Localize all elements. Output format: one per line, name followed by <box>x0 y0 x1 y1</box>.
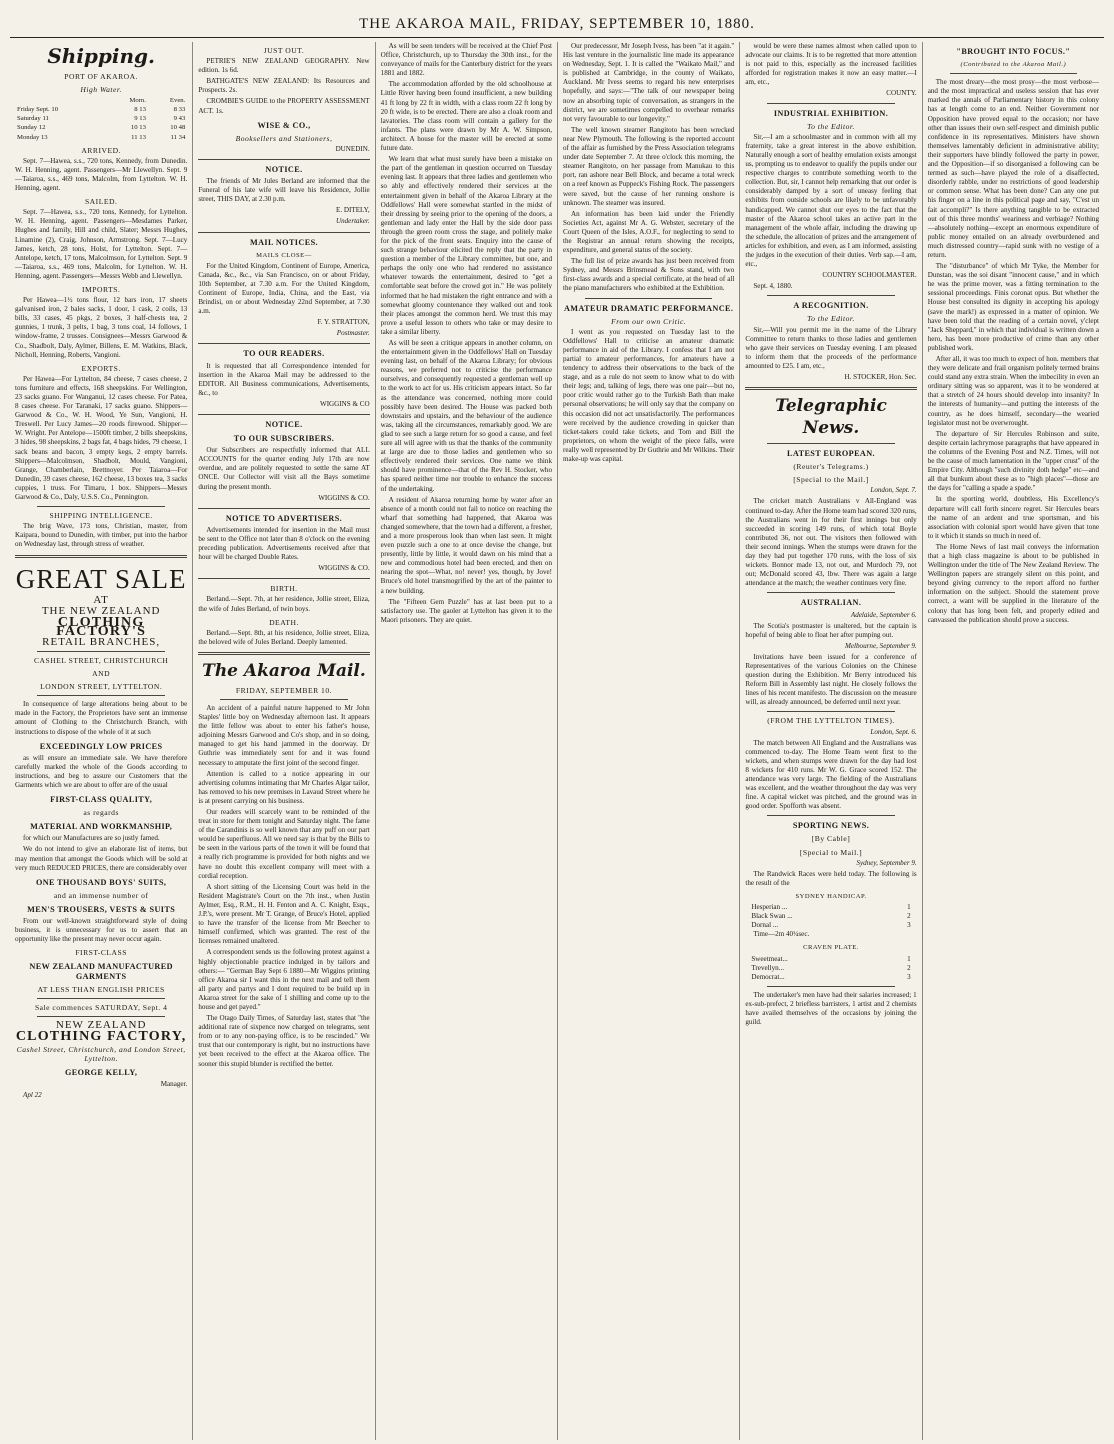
tides-row <box>15 114 187 123</box>
column-3 <box>375 42 557 1440</box>
latest-european-text: The cricket match Australians v All-England was continued to-day. After the Home team had scored 320 runs, the Australians went in for their first innings but only succeeded in scoring 149 runs, of which total Boyle contributed 36, not out. The visitors then followed with their second innings. When the stumps were drawn for the day they had put together 170 runs, with the loss of six wickets. Bonnor made 13, not out, and Murdoch 79, not out; McDonald scored 43, lbw. There was again a large attendance at the match; the weather continues very fine. <box>745 497 917 588</box>
ad-body-3: for which our Manufactures are so justly famed. <box>23 834 160 843</box>
column-1 <box>10 42 192 1440</box>
ad-clothing-factory: CLOTHING FACTORY'S <box>56 614 147 639</box>
news-paragraph: The Home News of last mail conveys the information that a high class magazine is about to be published in Wellington under the title of The New Zealand Review. The Wellington papers are strangely silent on this point, and beyond giving currency to the report afford no further information on the subject. Should the statement prove correct, a want will be supplied in the literature of the colony that has long been felt, and properly edited and canvassed the publication should prove a success. <box>927 542 1100 624</box>
lyttelton-text: The match between All England and the Australians was commenced to-day. The Home Team went first to the wickets, and when stumps were drawn for the day had lost 8 wickets for 410 runs. Mr W. G. Grace scored 152. The attendance was very large. The fielding of the Australians was excellent, and the weather throughout the day was very fine. A capital wicket was pitched, and the ground was in good order. Spofforth was absent. <box>745 738 917 811</box>
news-paragraph: A correspondent sends us the following protest against a highly objectionable practice indulged in by tailors and others:— "German Bay Sept 6 1880—Mr Wiggins printing office Akaroa sir I want this in the next mail and tell them all party and partys and I dont required to be build up in Akaroa street for the sake of 1 shilling and come up to the house and get payed." <box>198 948 370 1011</box>
ad-material: MATERIAL AND WORKMANSHIP, <box>30 822 173 832</box>
tides-cell: 9 43 <box>173 115 186 123</box>
tides-cell: 11 13 <box>131 133 146 141</box>
funeral-notice-text: The friends of Mr Jules Berland are informed that the Funeral of his late wife will leave his Residence, Jollie street, THIS DAY, at 2.30 p.m. <box>198 177 370 204</box>
news-paragraph: The accommodation afforded by the old schoolhouse at Little River having been found insufficient, a new building 41 ft long by 22 ft in width, with a class room 22 ft long by 20 ft wide, is to be erected. There are also a cloak room and lavatories. The class room will contain a gallery for the infants. The plans were drawn by Mr A. W. Simpson, architect. A house for the master will be erected at some future date. <box>380 80 552 153</box>
port-heading: PORT OF AKAROA. <box>64 72 139 81</box>
latest-european-heading: LATEST EUROPEAN. <box>787 449 876 459</box>
letter-signature: COUNTY. <box>886 89 917 98</box>
tides-header-row <box>15 96 187 105</box>
readers-signature: WIGGINS & CO <box>320 399 370 408</box>
recognition-text: Sir,—Will you permit me in the name of the Library Committee to return thanks to those ladies and gentlemen who gave their services on Tuesday evening. I am pleased to inform them that the proceeds of the performance amounted to £25. I am, etc., <box>745 325 917 370</box>
death-text: Berland.—Sept. 8th, at his residence, Jollie street, Eliza, the beloved wife of Jules Berland. Deeply lamented. <box>198 628 370 646</box>
news-paragraph: An accident of a painful nature happened to Mr John Staples' little boy on Wednesday afternoon last. It appears the little fellow was about to enter his father's house, adjoining Messrs Garwood and Co's shop, and in so doing, managed to get his hand jammed in the doorway. Dr Guthrie was immediately sent for and it was found necessary to amputate the first joint of the second finger. <box>198 703 370 767</box>
race-result <box>745 955 916 964</box>
sailed-heading: SAILED. <box>84 197 118 207</box>
australian-heading: AUSTRALIAN. <box>800 598 862 608</box>
ad-retail-branches: RETAIL BRANCHES, <box>42 635 161 648</box>
mail-notices-text: For the United Kingdom, Continent of Europe, America, Canada, &c., &c., via San Francisco, on or about Friday, 10th September, at 7.30 a.m. For the United Kingdom, Continent of Europe, India, China, and the East, via Brindisi, on or about Wednesday 22nd September, at 7.30 a.m. <box>198 261 370 316</box>
tides-cell: 8 33 <box>173 106 186 114</box>
column-4 <box>557 42 739 1440</box>
exports-text: Per Hawea—For Lyttelton, 84 cheese, 7 cases cheese, 2 tons furniture and effects, 168 sheepskins. For Wellington, 23 sacks guano. For Wanganui, 12 cases cheese. For Patea, 8 cases cheese. For Taranaki, 17 sacks guano. Shippers—Garwood & Co., W. H. Wood, Ye Sun, Vangioni, H. Treswell. Per Lucy James—20 roods firewood. Shipper—W. Wright. Per Antelope—1500ft timber, 2 bills sheepskins, 3 hides, 98 sheepskins, 2 bags fat, 4 bags hides, 79 cheese, 1 sack beans and bacon, 3 empty kegs, 2 empty barrels. Shippers—Malcolmson, Shadbolt, Mould, Vangioni, Grange, Chamberlain, Brettnoyer. Per Taiaroa—For Dunedin, 39 cases cheese, 162 cheese, 13 boxes tea, 3 sacks cuppies, 1 truss. For Timaru, 1 box. Shippers—Messrs Garwood & Co., Daly, U.S.S. Co., Pennington. <box>15 374 188 502</box>
shipping-intelligence-heading: SHIPPING INTELLIGENCE. <box>49 511 153 521</box>
ad-low-prices: EXCEEDINGLY LOW PRICES <box>39 741 163 751</box>
great-sale-advert <box>15 564 187 1101</box>
race-horse: Hesperian ... <box>751 903 788 912</box>
ad-nz-manufactured: NEW ZEALAND MANUFACTURED GARMENTS <box>29 962 173 981</box>
ad-body-5: From our well-known straightforward style of doing business, it is unnecessary for us to assert that an opportunity like the present may never occur again. <box>15 917 188 944</box>
race-place: 3 <box>907 921 911 930</box>
divider <box>198 232 369 233</box>
tides-cell: 11 34 <box>170 133 186 141</box>
news-paragraph: An information has been laid under the Friendly Societies Act, against Mr A. G. Webster, secretary of the Court Queen of the Isles, A.O.F., for neglecting to send to the Registrar an annual return showing the receipts, expenditure, and general status of the society. <box>563 209 735 255</box>
tides-table <box>15 96 187 141</box>
letter-ending: would be were these names almost when called upon to advocate our claims. It is to be regretted that more attention is not paid to this, especially as the increased facilities afforded for registration makes it now an easy matter.—I am, etc., <box>745 42 917 87</box>
divider <box>37 506 165 507</box>
mail-signature-title: Postmaster. <box>336 329 370 338</box>
divider <box>767 986 894 987</box>
drama-review-byline: From our own Critic. <box>611 316 687 326</box>
divider <box>198 652 369 655</box>
great-sale-title: GREAT SALE <box>15 563 187 594</box>
race-result <box>745 921 916 930</box>
news-paragraph: The full list of prize awards has just been received from Sydney, and Messrs Brinsmead & Sons stand, with two first-class awards and a special certificate, at the head of all the piano manufacturers who exhibited at the Exhibition. <box>563 257 735 293</box>
divider <box>950 73 1077 74</box>
latest-european-special: [Special to the Mail.] <box>793 475 869 485</box>
subscribers-signature: WIGGINS & CO. <box>318 493 370 502</box>
news-paragraph: Our predecessor, Mr Joseph Ivess, has been "at it again." His last venture in the journalistic line made its appearance on Wednesday, Sept. 1. It is called the "Waikato Mail," and is published at Cambridge, in the county of Waikato, Auckland. Mr Ivess seems to regard his new enterprises hopefully, and says:—"The talk of our newspaper being now an absorbing topic of conversation, as strangers in the district, we are sometimes compelled to overhear remarks not very favourable to our longevity." <box>563 42 735 123</box>
ad-body-1: In consequence of large alterations being about to be made in the Factory, the Proprietors have sent an immense amount of Clothing to the Christchurch Branch, with instructions to dispose of the whole of it at such <box>15 700 188 736</box>
tides-row <box>15 123 187 132</box>
divider <box>767 711 894 712</box>
death-heading: DEATH. <box>269 617 299 627</box>
tides-cell: 8 13 <box>134 106 146 114</box>
ad-as-regards: as regards <box>83 808 119 818</box>
ad-immense: and an immense number of <box>53 890 149 900</box>
ad-manager-name: GEORGE KELLY, <box>64 1068 138 1078</box>
advertisers-signature: WIGGINS & CO. <box>318 564 370 573</box>
news-paragraph: Our readers will scarcely want to be reminded of the treat in store for them tonight and Saturday night. The fame of the Carandinis is so well known that any puff on our part would be superfluous. All we need say is that by the Bills to be seen in the various parts of the town it will be found that a really rich programme is provided for both nights and we have no doubt this excellent company will meet with a cordial reception. <box>198 808 370 880</box>
ad-less-than-english: AT LESS THAN ENGLISH PRICES <box>37 984 165 994</box>
mail-signature: F. Y. STRATTON, <box>317 318 370 327</box>
mails-close-label: MAILS CLOSE— <box>256 251 312 259</box>
sporting-news-special: [Special to Mail.] <box>799 847 863 857</box>
birth-heading: BIRTH. <box>270 584 298 594</box>
race-place: 2 <box>907 912 911 921</box>
news-paragraph: The Otago Daily Times, of Saturday last, states that "the additional rate of sixpence now charged on telegrams, sent from or to any non-paying office, is to be rescinded." We trust that our contemporary is right, but no instructions have yet been received to the effect at the Akaroa office. The sooner this stupid blunder is rectified the better. <box>198 1014 370 1068</box>
news-paragraph: After all, it was too much to expect of hon. members that they were delicate and frail organism politely termed brains could stand any extra strain. When the imbecility in even an ordinary sitting was so apparent, was it to be wondered at that a stretch of 24 hours should develop into insanity? In the interests of humanity—and putting the interests of the country, as he does himself, secondary—the wearied legislator must not be overwrought. <box>927 355 1100 427</box>
divider <box>767 815 894 816</box>
australian-text: The Scotia's postmaster is unaltered, but the captain is hopeful of being able to float her after pumping out. <box>745 621 917 639</box>
ad-date: Apl 22 <box>23 1091 42 1100</box>
divider <box>767 592 894 593</box>
race-place: 1 <box>907 954 911 963</box>
tides-header-cell: Even. <box>169 97 186 105</box>
birth-text: Berland.—Sept. 7th, at her residence, Jollie street, Eliza, the wife of Jules Berland, of twin boys. <box>198 595 370 613</box>
ad-and: AND <box>92 669 111 679</box>
tides-cell: Monday 13 <box>17 133 48 141</box>
ad-sale-commences: Sale commences SATURDAY, Sept. 4 <box>34 1002 168 1012</box>
ad-at: AT <box>93 593 109 606</box>
arrived-heading: ARRIVED. <box>81 145 121 155</box>
ad-body-2: as will ensure an immediate sale. We have therefore carefully marked the whole of the Goods according to instructions, and beg to assure our Customers that the Garments which we are about to offer are of the usual <box>15 753 188 789</box>
sailed-text: Sept. 7—Hawea, s.s., 720 tons, Kennedy, for Lyttelton. W. H. Henning, agent. Passengers—Mesdames Parker, Hughes and family, Hill and child, Slater; Messrs Hughes, Linamine (2), Craig, Johnson, Armstrong. Sept. 7—Lucy James, ketch, 28 tons, Holst, for Lyttelton. Sept. 7—Antelope, ketch, 17 tons, Malcolmson, for Lyttelton. Sept. 9—Taiaroa, s.s., 469 tons, Malcolm, for Lyttelton. W. H. Henning, agent. Passengers—Messrs Webb and Llewellyn. <box>15 208 188 280</box>
latest-european-source: (Reuter's Telegrams.) <box>793 462 869 472</box>
tides-row <box>15 133 187 142</box>
divider <box>37 651 165 652</box>
news-paragraph: The most dreary—the most prosy—the most verbose—and the most impractical and useless session that has ever marked the annals of Parliamentary history in this colony has at length come to an end. Neither Government nor Opposition have proved equal to the occasion; nor have other than issues their own self-respect and diminish public confidence in its representatives. Ministers have shown themselves lamentably deficient in administrative ability; their supporters have blindly followed the party in power, and the Opposition—if so disorganised a following can be termed as such—have played the role of a disaffected, disorderly rabble, under no restrictions of good leadership or common sense. What has been done? Can any one put his finger on a line in this political page and say, "C'est un fait accompli?" Is there anything tangible to be extracted out of this three months' weariness and verbiage? Nothing—absolutely nothing—except an enormous expenditure of public money entailed on an already overburdened and much distressed country—rapid sunk with no vestige of a return. <box>927 78 1100 259</box>
lyttelton-times-heading: (FROM THE LYTTELTON TIMES). <box>767 716 895 726</box>
ad-mens-trousers: MEN'S TROUSERS, VESTS & SUITS <box>27 904 176 914</box>
book-firm: WISE & CO., <box>257 120 311 130</box>
ad-manager-title: Manager. <box>160 1080 188 1089</box>
news-paragraph: The well known steamer Rangitoto has been wrecked near New Plymouth. The following is the reported account of the affair as furnished by the Press Association telegrams under date September 7. At three o'clock this morning, the steamer Rangitoto, on her passage from Manukau to this port, ran ashore near Bell Block, and became a total wreck on a reef known as Puppeck's Fishing Rock. The passengers were saved, but the cause of her running onshore is unknown. The steamer was insured. <box>563 125 735 207</box>
divider <box>15 555 187 558</box>
ad-clothing-factory-2: CLOTHING FACTORY, <box>15 1028 187 1044</box>
divider <box>198 159 369 160</box>
column-6 <box>922 42 1104 1440</box>
sporting-news-heading: SPORTING NEWS. <box>792 821 870 831</box>
arrived-text: Sept. 7—Hawea, s.s., 720 tons, Kennedy, from Dunedin. W. H. Henning, agent. Passengers—Mr Llewellyn. Sept. 9—Taiaroa, s.s., 469 tons, Malcolm, from Lyttelton. W. H. Henning, agent. <box>15 156 188 193</box>
news-paragraph: As will be seen tenders will be received at the Chief Post Office, Christchurch, up to Thursday the 30th inst., for the conveyance of mails for the Canterbury district for the years 1881 and 1882. <box>380 42 552 78</box>
book-item: CROMBIE'S GUIDE to the PROPERTY ASSESSMENT ACT. 1s. <box>198 97 370 115</box>
divider <box>37 998 165 999</box>
race-horse: Black Swan ... <box>751 912 793 921</box>
divider <box>767 103 894 104</box>
race-horse: Sweetmeat... <box>751 954 788 963</box>
readers-text: It is requested that all Correspondence intended for insertion in the Akaroa Mail may be addressed to the EDITOR. All Business communications, Advertisements, &c., to <box>198 361 370 397</box>
ad-address-1: CASHEL STREET, CHRISTCHURCH <box>33 655 169 665</box>
ad-first-class-2: FIRST-CLASS <box>75 948 127 958</box>
exhibition-letter-text: Sir,—I am a schoolmaster and in common with all my fraternity, take a great interest in the above exhibition. Naturally enough a sort of healthy emulation exists amongst us, prompting us to endeavor to qualify the pupils under our respective charges to contribute something worth to the collection. But, sir, I cannot help remarking that our order is considerably damped by a sort of uneasy feeling that exhibits from outside schools are likely to be unfavorably handicapped. We cannot shut our eyes to the fact that the master of the Akaroa school takes an active part in the management of the whole affair, including the drawing up the schedule, the allocation of prizes and the arrangement of articles for exhibition, and even, as I am informed, assisting the judges in the execution of their duties. Verb sap.—I am, etc., <box>745 132 917 269</box>
funeral-notice-heading: NOTICE. <box>265 164 303 174</box>
divider <box>767 295 894 296</box>
advertisers-heading: NOTICE TO ADVERTISERS. <box>225 513 343 523</box>
ad-the-new-zealand: THE NEW ZEALAND <box>41 604 161 617</box>
race-time: Time—2m 40¼sec. <box>753 930 810 939</box>
recognition-to: To the Editor. <box>807 314 855 324</box>
news-paragraph: The "Fifteen Gem Puzzle" has at last been put to a satisfactory use. The gaoler at Lyttelton has given it to the Maori prisoners. They are quiet. <box>380 597 552 624</box>
ad-address-2: LONDON STREET, LYTTELTON. <box>40 682 163 692</box>
tides-cell: Saturday 11 <box>17 115 49 123</box>
exports-heading: EXPORTS. <box>81 363 121 373</box>
divider <box>745 387 916 390</box>
subscribers-heading: TO OUR SUBSCRIBERS. <box>233 434 335 444</box>
australian-text: Invitations have been issued for a conference of Representatives of the various Colonies on the Chinese question during the Exhibition. Mr Berry introduced his Reform Bill in Assembly last night. He closely follows the lines of his recent manifesto. The discussion on the measure will, as already announced, be deferred until next year. <box>745 652 917 707</box>
shipping-intelligence-text: The brig Wave, 173 tons, Christian, master, from Kaipara, bound to Dunedin, with timber, put into the harbor on Wednesday last, through stress of weather. <box>15 522 188 549</box>
recognition-signature: H. STOCKER, Hon. Sec. <box>844 373 917 381</box>
news-paragraph: In the sporting world, doubtless, His Excellency's departure will call forth sincere regret. Sir Hercules bears the name of an ardent and true sportsman, and his association with colonial sport would have given that tone to it which it stands so much in need of. <box>927 495 1100 540</box>
exhibition-letter-heading: INDUSTRIAL EXHIBITION. <box>773 108 889 118</box>
ad-boys-suits: ONE THOUSAND BOYS' SUITS, <box>35 877 167 887</box>
masthead: THE AKAROA MAIL, FRIDAY, SEPTEMBER 10, 1880. <box>10 10 1104 38</box>
book-item: PETRIE'S NEW ZEALAND GEOGRAPHY. New edition. 1s 6d. <box>198 57 370 75</box>
news-paragraph: A resident of Akaroa returning home by water after an absence of a month could not fail to notice on reaching the wharf that something had happened, that Akaroa was changed somewhere, that the town had a different, a fresher, and a more prosperous look than when last seen. It might even puzzle such a one to at once devise the change, but presently, little by little, it would dawn on his mind that a new and commodious hotel had been erected, and then on nearing the spot—What, no! never! yes, though, by Jove! Bruce's old hotel transmogrified by the art of the painter to a new building. <box>380 495 552 595</box>
divider <box>198 508 369 509</box>
lyttelton-dateline: London, Sept. 6. <box>870 727 917 736</box>
tides-cell: 10 48 <box>170 124 186 132</box>
race-result <box>745 903 916 912</box>
divider <box>220 699 347 700</box>
tides-header-cell: Morn. <box>129 97 146 105</box>
news-paragraph: We learn that what must surely have been a mistake on the part of the gentleman in question occurred on Tuesday evening last. It appears that three ladies and gentlemen who so ably and effectively rendered their services at the entertainment given in behalf of the Akaroa Library at the Oddfellows' Hall were somewhat startled in the midst of their dressing by seeing prior to the opening of the doors, a gentleman and lady enter the Hall by the side door pass through the green room cross the stage, and politely make for the pick of the front seats. Enquiry into the cause of such strange behaviour elicited the reply that the party in question a member of the Library committee, but one, and perhaps the only one who had rendered no assistance whatever towards the entertainment, desired to "get a comfortable seat before the crowd got in." He was politely informed that he had mistaken the right entrance and with a somewhat gloomy countenance they walked out and took their places amongst the common herd. We trust this may prove a useful lesson to others who take or may desire to take a similar liberty. <box>380 155 552 336</box>
divider <box>198 343 369 344</box>
tides-cell: 10 13 <box>130 124 146 132</box>
news-paragraph: As will be seen a critique appears in another column, on the entertainment given in the Oddfellows' Hall on Tuesday evening last, on behalf of the Akaroa Library; for obvious reasons, we preferred not to criticise the performance ourselves, and consequently requested a gentleman well up to the work to act for us. His criticism appears intact. So far as the attendance was concerned, nothing more could possibly have been desired. The House was packed both downstairs and upstairs, and the behaviour of the audience was, taking all the circumstances, remarkably good. We are glad to see such a large return for so good a cause, and feel sure all will agree with us that the thanks of the community at large are due to those ladies and gentlemen who so effectively rendered their services. One name we think should have prominence—that of the Rev H. Stocker, who has spared neither time nor trouble to enhance the success of the undertaking. <box>380 339 552 493</box>
paper-title: The Akaroa Mail. <box>202 660 366 681</box>
ad-first-class: FIRST-CLASS QUALITY, <box>50 795 153 805</box>
drama-review-heading: AMATEUR DRAMATIC PERFORMANCE. <box>563 303 734 313</box>
columns <box>10 42 1104 1440</box>
race-result <box>745 964 916 973</box>
australian-dateline: Melbourne, September 9. <box>844 641 917 650</box>
sporting-news-cable: [By Cable] <box>811 834 851 844</box>
news-paragraph: The "disturbance" of which Mr Tyke, the Member for Dunstan, was the soi disant "innocent cause," and in which he was the prime mover, was a fitting termination to the sessional proceedings. Finis coronat opus. But whether the House best consulted its dignity in accepting his apology (save the mark!) as expressed in a matter of opinion. We have been told that the reading of a certain novel, y'clept "Jack Sheppard," in which that individual is written down a hero, has been more productive of crime than any other published work. <box>927 262 1100 352</box>
news-paragraph: A short sitting of the Licensing Court was held in the Resident Magistrate's Court on the 7th inst., when Justin Aylmer, Esq., R.M., H. H. Fenton and A. C. Knight, Esqs., J.P.'s, were present. Mr T. Grange, of Bruce's Hotel, applied to have the transfer of the license from Mr Beecher to himself confirmed, which was granted. The rest of the licenses remained unaltered. <box>198 882 370 946</box>
book-heading: JUST OUT. <box>263 46 305 55</box>
race-heading: CRAVEN PLATE. <box>803 944 859 952</box>
advertisers-text: Advertisements intended for insertion in the Mail must be sent to the Office not later than 8 o'clock on the evening preceding publication. Advertisements received after that hour will be charged Double Rates. <box>198 525 370 562</box>
race-horse: Dornal ... <box>751 921 779 930</box>
book-item: BATHGATE'S NEW ZEALAND: Its Resources and Prospects. 2s. <box>198 77 370 95</box>
race-place: 2 <box>907 963 911 972</box>
ad-body-4: We do not intend to give an elaborate list of items, but may mention that amongst the Goods which will be sold at very much REDUCED PRICES, there are considerably over <box>15 845 188 872</box>
race-result <box>745 912 916 921</box>
readers-heading: TO OUR READERS. <box>243 349 325 359</box>
latest-european-dateline: London, Sept. 7. <box>870 486 917 495</box>
funeral-notice-title: Undertaker. <box>335 217 370 226</box>
column-5 <box>739 42 921 1440</box>
exhibition-letter-to: To the Editor. <box>807 121 855 131</box>
tides-row <box>15 105 187 114</box>
tides-heading: High Water. <box>80 85 122 95</box>
subscribers-text: Our Subscribers are respectfully informed that ALL ACCOUNTS for the quarter ending July 17th are now overdue, and are politely requested to settle the same AT ONCE. Our Collector will visit all the Bays sometime during the present month. <box>198 446 370 491</box>
exhibition-letter-signature: COUNTRY SCHOOLMASTER. <box>822 271 917 280</box>
tides-cell: Friday Sept. 10 <box>17 106 59 114</box>
race-horse: Democrat... <box>751 972 785 981</box>
recognition-heading: A RECOGNITION. <box>793 301 869 311</box>
race-place: 3 <box>907 972 911 981</box>
divider <box>198 578 369 579</box>
ad-new-zealand: NEW ZEALAND <box>55 1018 147 1031</box>
australian-dateline: Adelaide, September 6. <box>850 610 917 619</box>
focus-byline: (Contributed to the Akaroa Mail.) <box>960 61 1067 69</box>
news-paragraph: The departure of Sir Hercules Robinson and suite, despite certain lachrymose paragraphs that have appeared in the columns of the Evening Post and N.Z. Times, will not be the cause of much lamentation in the "upper crust" of the Empire City. Although "such divinity doth hedge" etc—and all that bunkum about these as to "high places"—those are the days for "calling a spade a spade." <box>927 429 1100 493</box>
book-firm-desc: Booksellers and Stationers, <box>235 133 333 143</box>
imports-text: Per Hawea—1½ tons flour, 12 bars iron, 17 sheets galvanised iron, 2 bales sacks, 1 door, 1 cask, 2 coils, 13 bills, 33 cases, 45 pkgs, 2 boxes, 3 half-chests tea, 2 gunnies, 1 trunk, 3 pelts, 1 bag, 3 tons coal, 14 follows, 1 window-frame, 2 trusses. Consignees—Messrs Garwood & Co., Shadbolt, Daly, Aylmer, Billens, E. M. Watkins, Black, Nicholl, Henning, Roberts, Vangioni. <box>15 296 188 359</box>
race-place: 1 <box>907 903 911 912</box>
column-2 <box>192 42 374 1440</box>
sporting-text: The Randwick Races were held today. The following is the result of the <box>745 869 917 887</box>
telegraphic-news-title: Telegraphic News. <box>775 396 887 439</box>
drama-review-text: I went as you requested on Tuesday last to the Oddfellows' Hall to criticise an amateur dramatic performance in aid of the Library. I confess that I am not partial to amateur performances, for amateurs have a tendency to address their observations to the back of the stage, and as a rule do not seem to know what to do with their legs; and, talking of legs, there was one pair—but no, poor critic would rather go to the Turkish Bath than make personal observations; he will only say that the company on this occasion did not act unsatisfactorily. The performances were received by the audience crowding in quicker than ticket-takers could take tickets, and Tom and Bill the proprietors, on whom the weight of the piece falls, were really well represented by Dr Guthrie and Mr Wilkins. Their make-up was capital. <box>563 327 735 464</box>
imports-heading: IMPORTS. <box>81 284 121 294</box>
mail-notices-heading: MAIL NOTICES. <box>249 237 318 247</box>
race-heading: SYDNEY HANDICAP. <box>795 892 867 900</box>
book-city: DUNEDIN. <box>335 144 370 153</box>
tides-cell: Sunday 12 <box>17 124 46 132</box>
news-paragraph: The undertaker's men have had their salaries increased; 1 ex-sub-prefect, 2 briefless barristers, 1 artist and 2 chemists have availed themselves of the occasions by joining the guild. <box>745 990 917 1027</box>
divider <box>37 1016 165 1017</box>
news-paragraph: Attention is called to a notice appearing in our advertising columns intimating that Mr Charles Algar tailor, has removed to his new premises in Lavaud Street where he is at present carrying on his business. <box>198 769 370 805</box>
divider <box>767 443 894 444</box>
race-result <box>745 973 916 982</box>
sporting-dateline: Sydney, September 9. <box>856 858 917 867</box>
funeral-notice-signature: E. DITELY, <box>336 206 370 215</box>
divider <box>585 298 712 299</box>
focus-heading: "BROUGHT INTO FOCUS." <box>956 47 1071 56</box>
tides-header-cell <box>15 96 106 105</box>
tides-cell: 9 13 <box>134 115 146 123</box>
divider <box>37 695 165 696</box>
divider <box>198 414 369 415</box>
subscribers-notice-heading: NOTICE. <box>265 420 303 429</box>
exhibition-letter-date: Sept. 4, 1880. <box>753 282 793 291</box>
ad-address-3: Cashel Street, Christchurch, and London Street, Lyttelton. <box>16 1044 186 1064</box>
shipping-heading: Shipping. <box>47 44 155 68</box>
race-horse: Trevellyn... <box>751 963 784 972</box>
paper-date: FRIDAY, SEPTEMBER 10. <box>235 685 333 695</box>
